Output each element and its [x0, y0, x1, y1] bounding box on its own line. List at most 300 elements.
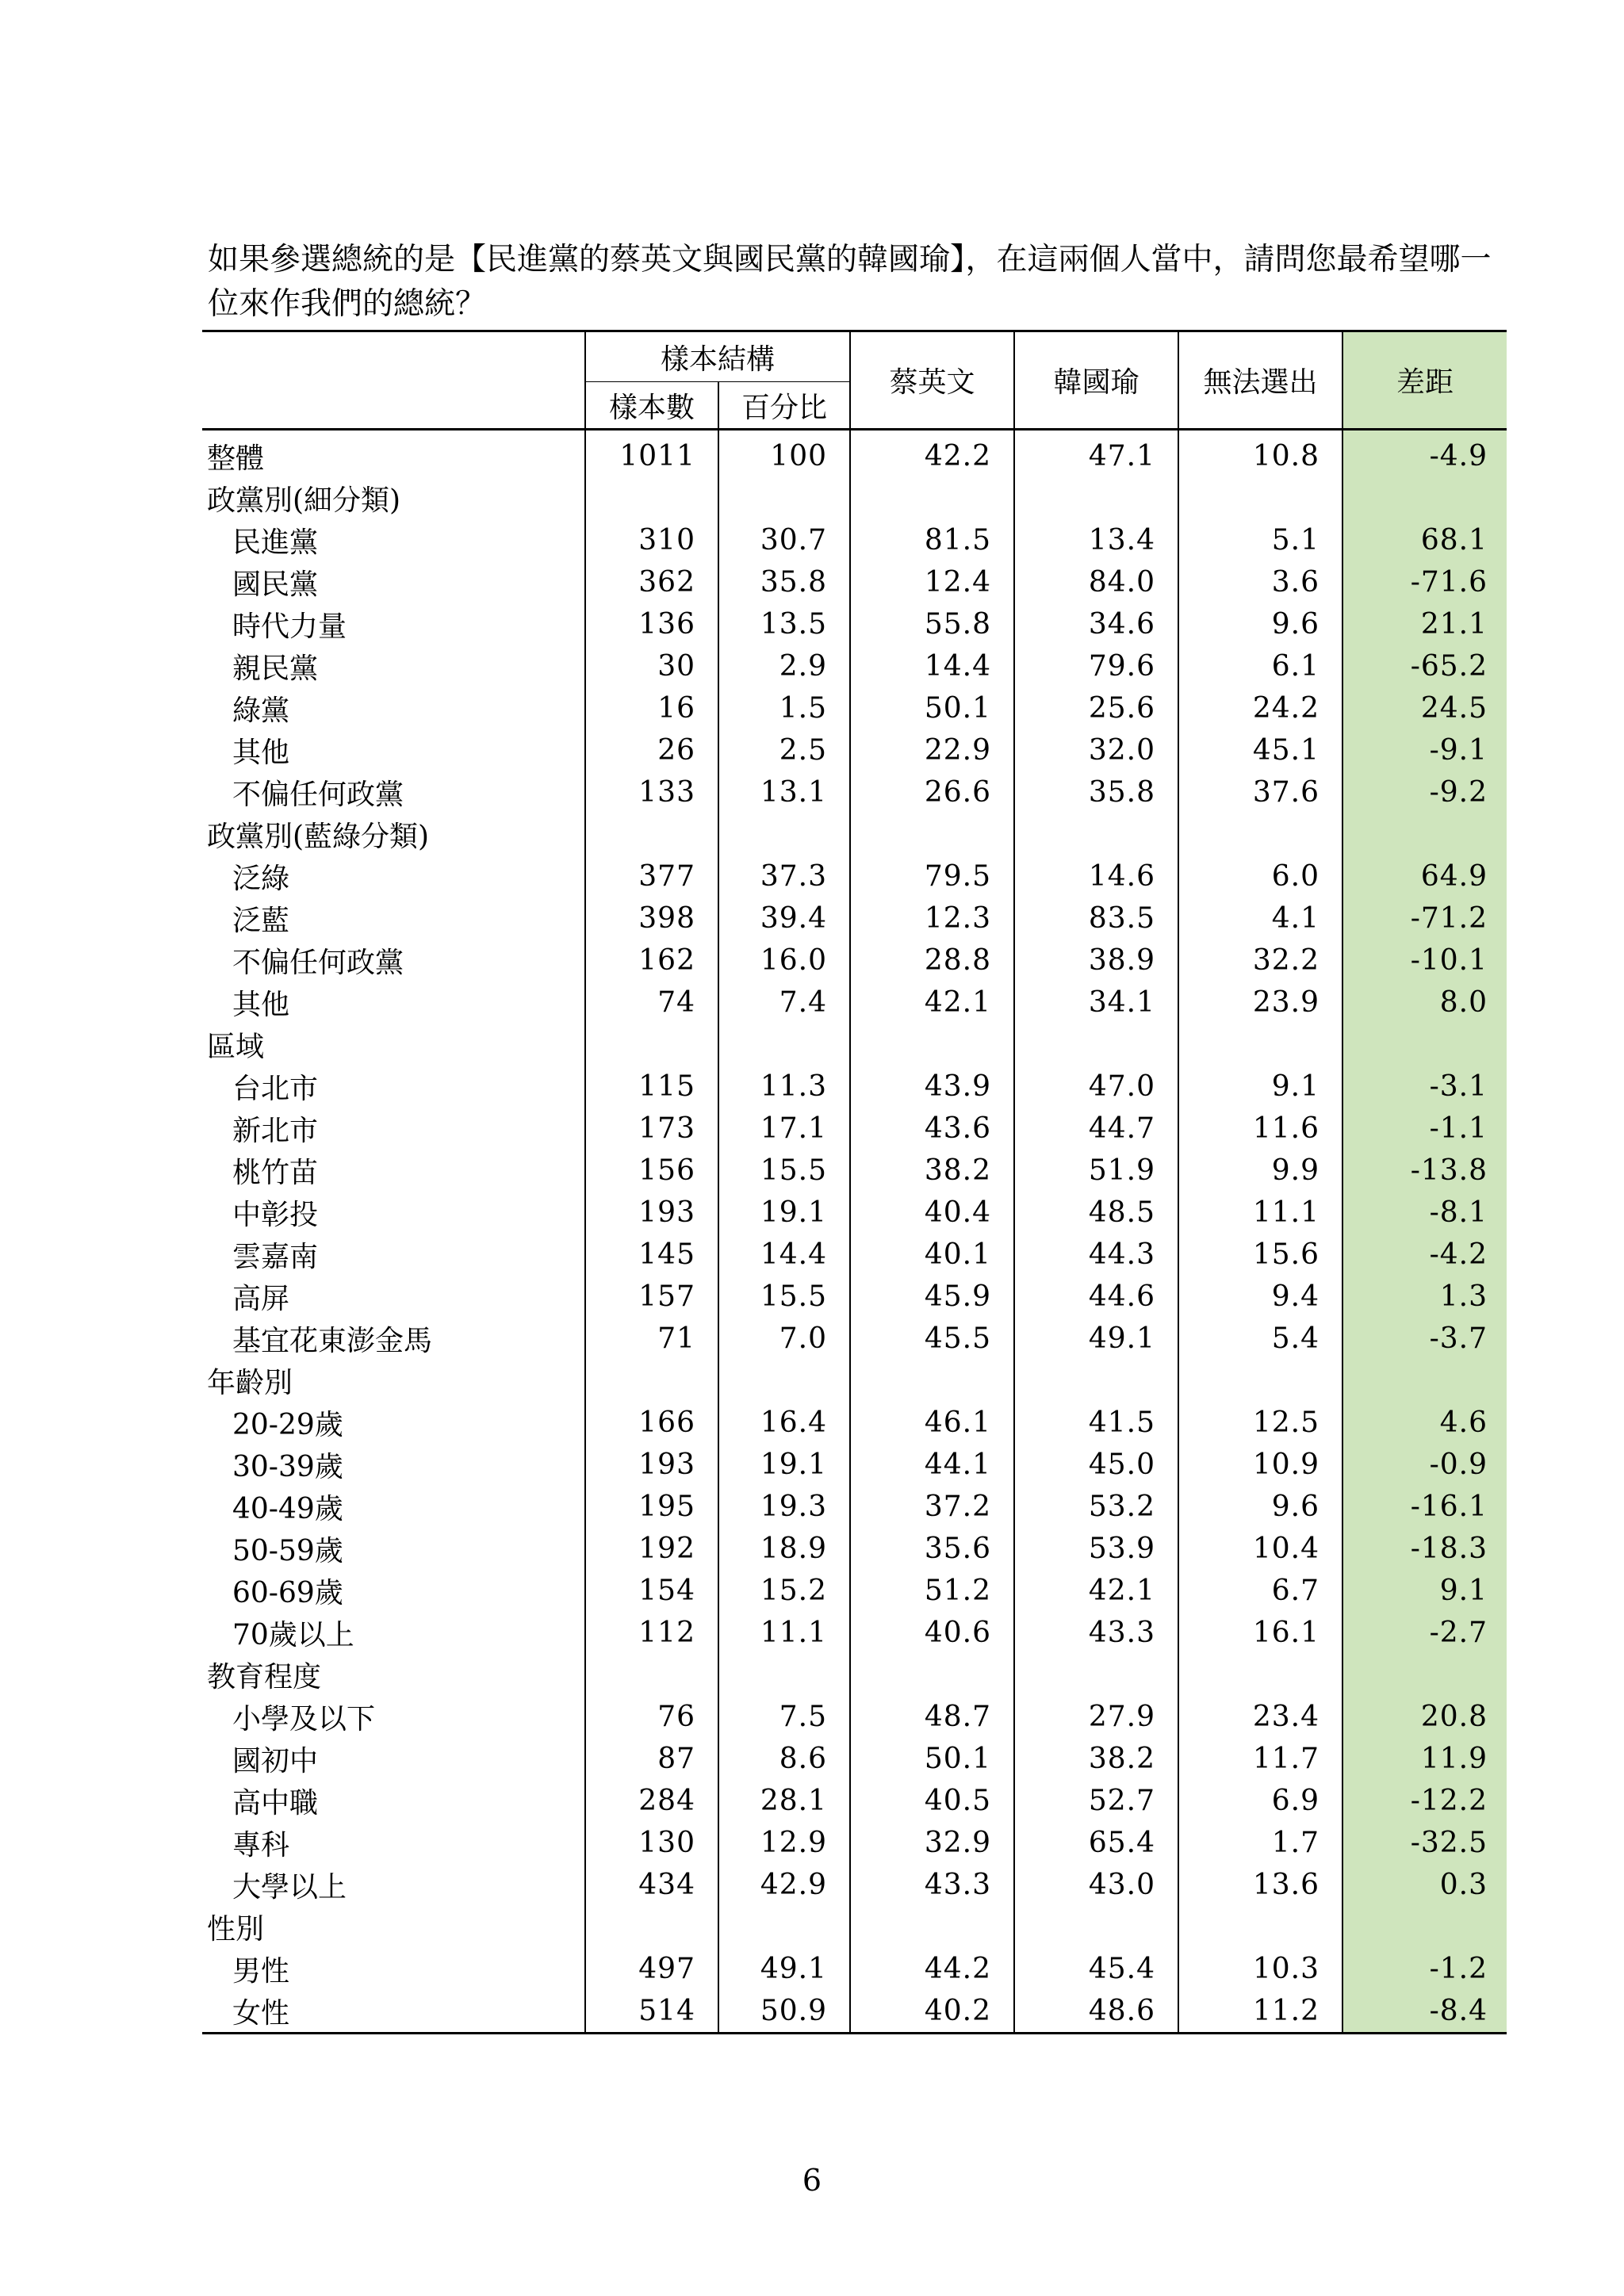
cell-gap: -1.1	[1342, 1108, 1507, 1150]
cell-tsai: 50.1	[850, 1738, 1014, 1780]
row-label: 不偏任何政黨	[202, 771, 585, 813]
cell-sample-n: 30	[585, 645, 718, 687]
row-label: 40-49歲	[202, 1486, 585, 1528]
cell-sample-pct: 19.1	[718, 1444, 850, 1486]
cell-undecided: 16.1	[1178, 1612, 1342, 1654]
cell-undecided	[1178, 813, 1342, 855]
cell-tsai: 40.1	[850, 1234, 1014, 1276]
row-label: 專科	[202, 1822, 585, 1864]
cell-gap: -71.6	[1342, 561, 1507, 603]
cell-han: 38.9	[1014, 939, 1178, 982]
cell-sample-n: 173	[585, 1108, 718, 1150]
cell-han: 52.7	[1014, 1780, 1178, 1822]
cell-sample-pct: 8.6	[718, 1738, 850, 1780]
cell-sample-pct: 7.4	[718, 982, 850, 1024]
row-label: 60-69歲	[202, 1570, 585, 1612]
table-row	[202, 897, 1507, 939]
header-han: 韓國瑜	[1014, 331, 1178, 430]
cell-undecided: 11.7	[1178, 1738, 1342, 1780]
cell-han: 84.0	[1014, 561, 1178, 603]
row-label: 50-59歲	[202, 1528, 585, 1570]
cell-gap: 1.3	[1342, 1276, 1507, 1318]
cell-han: 43.3	[1014, 1612, 1178, 1654]
cell-han: 47.1	[1014, 430, 1178, 478]
row-label: 小學及以下	[202, 1696, 585, 1738]
cell-tsai: 40.5	[850, 1780, 1014, 1822]
cell-sample-n: 1011	[585, 430, 718, 478]
cell-undecided: 11.2	[1178, 1990, 1342, 2034]
group-label: 政黨別(細分類)	[202, 477, 585, 519]
cell-han	[1014, 477, 1178, 519]
cell-han: 42.1	[1014, 1570, 1178, 1612]
cell-sample-pct: 16.4	[718, 1402, 850, 1444]
cell-undecided: 45.1	[1178, 729, 1342, 771]
cell-gap: -32.5	[1342, 1822, 1507, 1864]
cell-han	[1014, 1906, 1178, 1948]
cell-sample-pct: 19.3	[718, 1486, 850, 1528]
cell-sample-pct: 30.7	[718, 519, 850, 561]
cell-sample-pct: 13.5	[718, 603, 850, 645]
cell-sample-n	[585, 813, 718, 855]
row-label: 不偏任何政黨	[202, 939, 585, 982]
cell-sample-n	[585, 1654, 718, 1696]
table-row	[202, 1234, 1507, 1276]
cell-undecided: 23.9	[1178, 982, 1342, 1024]
cell-undecided: 9.6	[1178, 603, 1342, 645]
cell-gap: 68.1	[1342, 519, 1507, 561]
group-label: 區域	[202, 1024, 585, 1066]
cell-undecided: 37.6	[1178, 771, 1342, 813]
table-row	[202, 603, 1507, 645]
cell-sample-pct: 7.5	[718, 1696, 850, 1738]
cell-tsai: 43.3	[850, 1864, 1014, 1906]
cell-sample-n: 157	[585, 1276, 718, 1318]
cell-han: 38.2	[1014, 1738, 1178, 1780]
cell-undecided: 10.9	[1178, 1444, 1342, 1486]
cell-han: 25.6	[1014, 687, 1178, 729]
cell-tsai: 79.5	[850, 855, 1014, 897]
cell-undecided: 5.1	[1178, 519, 1342, 561]
cell-han: 45.0	[1014, 1444, 1178, 1486]
cell-tsai: 12.3	[850, 897, 1014, 939]
header-tsai: 蔡英文	[850, 331, 1014, 430]
cell-tsai: 50.1	[850, 687, 1014, 729]
table-row	[202, 1696, 1507, 1738]
cell-sample-n	[585, 1906, 718, 1948]
cell-han: 45.4	[1014, 1948, 1178, 1990]
cell-sample-pct: 15.5	[718, 1276, 850, 1318]
row-label: 其他	[202, 982, 585, 1024]
cell-han: 48.6	[1014, 1990, 1178, 2034]
cell-han: 83.5	[1014, 897, 1178, 939]
cell-sample-pct: 1.5	[718, 687, 850, 729]
cell-han	[1014, 1360, 1178, 1402]
cell-tsai: 42.2	[850, 430, 1014, 478]
cell-undecided: 6.9	[1178, 1780, 1342, 1822]
row-label: 雲嘉南	[202, 1234, 585, 1276]
cell-tsai: 28.8	[850, 939, 1014, 982]
cell-undecided: 9.9	[1178, 1150, 1342, 1192]
row-label: 國初中	[202, 1738, 585, 1780]
cell-sample-n: 162	[585, 939, 718, 982]
cell-sample-n: 310	[585, 519, 718, 561]
cell-tsai: 22.9	[850, 729, 1014, 771]
cell-sample-n: 71	[585, 1318, 718, 1360]
cell-tsai: 44.1	[850, 1444, 1014, 1486]
row-label: 民進黨	[202, 519, 585, 561]
cell-sample-pct: 12.9	[718, 1822, 850, 1864]
cell-undecided: 11.6	[1178, 1108, 1342, 1150]
table-row	[202, 1444, 1507, 1486]
cell-sample-pct: 15.2	[718, 1570, 850, 1612]
table-row	[202, 1612, 1507, 1654]
cell-gap: 64.9	[1342, 855, 1507, 897]
cell-undecided: 13.6	[1178, 1864, 1342, 1906]
cell-tsai: 40.2	[850, 1990, 1014, 2034]
cell-han: 49.1	[1014, 1318, 1178, 1360]
header-undecided: 無法選出	[1178, 331, 1342, 430]
table-row	[202, 645, 1507, 687]
cell-gap: 4.6	[1342, 1402, 1507, 1444]
cell-sample-pct: 2.9	[718, 645, 850, 687]
cell-tsai: 40.4	[850, 1192, 1014, 1234]
cell-gap: -10.1	[1342, 939, 1507, 982]
cell-han: 51.9	[1014, 1150, 1178, 1192]
cell-undecided: 9.6	[1178, 1486, 1342, 1528]
row-label: 20-29歲	[202, 1402, 585, 1444]
cell-gap	[1342, 1906, 1507, 1948]
cell-han: 27.9	[1014, 1696, 1178, 1738]
row-label: 基宜花東澎金馬	[202, 1318, 585, 1360]
cell-gap: 11.9	[1342, 1738, 1507, 1780]
group-label: 性別	[202, 1906, 585, 1948]
cell-sample-n: 284	[585, 1780, 718, 1822]
header-sample-structure: 樣本結構	[585, 331, 850, 382]
cell-tsai: 35.6	[850, 1528, 1014, 1570]
table-row	[202, 939, 1507, 982]
cell-gap: -3.7	[1342, 1318, 1507, 1360]
row-label: 女性	[202, 1990, 585, 2034]
cell-undecided: 10.4	[1178, 1528, 1342, 1570]
cell-sample-n	[585, 477, 718, 519]
cell-sample-pct	[718, 1654, 850, 1696]
row-label: 大學以上	[202, 1864, 585, 1906]
cell-sample-n: 74	[585, 982, 718, 1024]
cell-sample-pct: 49.1	[718, 1948, 850, 1990]
cell-tsai: 32.9	[850, 1822, 1014, 1864]
row-label: 台北市	[202, 1066, 585, 1108]
cell-tsai: 55.8	[850, 603, 1014, 645]
cell-sample-n: 193	[585, 1444, 718, 1486]
row-label: 30-39歲	[202, 1444, 585, 1486]
table-row	[202, 1402, 1507, 1444]
cell-sample-n: 434	[585, 1864, 718, 1906]
cell-han: 35.8	[1014, 771, 1178, 813]
cell-gap: -13.8	[1342, 1150, 1507, 1192]
cell-tsai	[850, 1024, 1014, 1066]
cell-tsai: 45.5	[850, 1318, 1014, 1360]
cell-sample-n: 76	[585, 1696, 718, 1738]
cell-tsai: 81.5	[850, 519, 1014, 561]
cell-tsai: 37.2	[850, 1486, 1014, 1528]
cell-sample-pct	[718, 1024, 850, 1066]
table-row	[202, 1192, 1507, 1234]
cell-han: 34.1	[1014, 982, 1178, 1024]
cell-tsai	[850, 813, 1014, 855]
cell-undecided: 3.6	[1178, 561, 1342, 603]
cell-sample-pct: 42.9	[718, 1864, 850, 1906]
cell-undecided	[1178, 1024, 1342, 1066]
group-label: 年齡別	[202, 1360, 585, 1402]
cell-sample-pct: 17.1	[718, 1108, 850, 1150]
table-row	[202, 1822, 1507, 1864]
table-group-row	[202, 1360, 1507, 1402]
cell-undecided: 1.7	[1178, 1822, 1342, 1864]
table-row	[202, 855, 1507, 897]
cell-tsai	[850, 1906, 1014, 1948]
table-group-row	[202, 1024, 1507, 1066]
cell-sample-pct: 11.3	[718, 1066, 850, 1108]
cell-tsai: 45.9	[850, 1276, 1014, 1318]
cell-han: 53.2	[1014, 1486, 1178, 1528]
cell-gap: -4.9	[1342, 430, 1507, 478]
cell-sample-n: 136	[585, 603, 718, 645]
cell-sample-n: 115	[585, 1066, 718, 1108]
table-group-row	[202, 1654, 1507, 1696]
cell-gap: -18.3	[1342, 1528, 1507, 1570]
cell-sample-pct: 16.0	[718, 939, 850, 982]
cell-sample-n: 192	[585, 1528, 718, 1570]
row-label: 其他	[202, 729, 585, 771]
cell-sample-pct: 11.1	[718, 1612, 850, 1654]
cell-tsai: 43.6	[850, 1108, 1014, 1150]
table-row	[202, 1150, 1507, 1192]
cell-sample-n: 195	[585, 1486, 718, 1528]
cell-gap: -9.2	[1342, 771, 1507, 813]
cell-gap: 24.5	[1342, 687, 1507, 729]
cell-sample-n: 133	[585, 771, 718, 813]
cell-sample-pct: 14.4	[718, 1234, 850, 1276]
cell-gap: -71.2	[1342, 897, 1507, 939]
row-label: 親民黨	[202, 645, 585, 687]
cell-tsai	[850, 1360, 1014, 1402]
table-row	[202, 982, 1507, 1024]
cell-sample-pct: 39.4	[718, 897, 850, 939]
cell-han: 41.5	[1014, 1402, 1178, 1444]
cell-undecided: 23.4	[1178, 1696, 1342, 1738]
cell-undecided: 4.1	[1178, 897, 1342, 939]
cell-tsai: 43.9	[850, 1066, 1014, 1108]
cell-han	[1014, 813, 1178, 855]
cell-sample-n: 16	[585, 687, 718, 729]
cell-undecided: 9.1	[1178, 1066, 1342, 1108]
cell-han: 44.7	[1014, 1108, 1178, 1150]
cell-gap: -3.1	[1342, 1066, 1507, 1108]
cell-tsai	[850, 477, 1014, 519]
cell-han: 53.9	[1014, 1528, 1178, 1570]
cell-sample-pct	[718, 813, 850, 855]
header-label-blank	[202, 331, 585, 430]
cell-han: 43.0	[1014, 1864, 1178, 1906]
cell-tsai: 46.1	[850, 1402, 1014, 1444]
cell-sample-pct: 15.5	[718, 1150, 850, 1192]
cell-undecided: 15.6	[1178, 1234, 1342, 1276]
row-label: 綠黨	[202, 687, 585, 729]
cell-tsai: 12.4	[850, 561, 1014, 603]
cell-sample-n: 166	[585, 1402, 718, 1444]
cell-gap: -1.2	[1342, 1948, 1507, 1990]
cell-tsai: 26.6	[850, 771, 1014, 813]
table-row	[202, 1738, 1507, 1780]
cell-gap: -0.9	[1342, 1444, 1507, 1486]
header-sample-n: 樣本數	[585, 382, 718, 430]
table-row	[202, 1528, 1507, 1570]
table-row	[202, 1570, 1507, 1612]
cell-sample-n: 497	[585, 1948, 718, 1990]
cell-han: 79.6	[1014, 645, 1178, 687]
cell-sample-pct: 18.9	[718, 1528, 850, 1570]
table-row	[202, 1990, 1507, 2034]
cell-sample-n: 87	[585, 1738, 718, 1780]
table-row	[202, 430, 1507, 478]
table-row	[202, 519, 1507, 561]
cell-undecided: 32.2	[1178, 939, 1342, 982]
cell-undecided: 5.4	[1178, 1318, 1342, 1360]
cell-gap	[1342, 813, 1507, 855]
row-label: 中彰投	[202, 1192, 585, 1234]
cell-gap: -65.2	[1342, 645, 1507, 687]
cell-gap	[1342, 1654, 1507, 1696]
cell-gap: -16.1	[1342, 1486, 1507, 1528]
cell-han: 48.5	[1014, 1192, 1178, 1234]
table-group-row	[202, 1906, 1507, 1948]
cell-sample-n: 193	[585, 1192, 718, 1234]
table-body	[202, 430, 1507, 2034]
cell-undecided: 24.2	[1178, 687, 1342, 729]
table-row	[202, 1864, 1507, 1906]
cell-undecided: 6.0	[1178, 855, 1342, 897]
cell-gap: 8.0	[1342, 982, 1507, 1024]
cell-han: 44.6	[1014, 1276, 1178, 1318]
cell-tsai: 14.4	[850, 645, 1014, 687]
page-number: 6	[802, 2163, 822, 2198]
cell-undecided: 10.8	[1178, 430, 1342, 478]
cell-sample-n: 26	[585, 729, 718, 771]
row-label: 新北市	[202, 1108, 585, 1150]
cell-sample-pct: 50.9	[718, 1990, 850, 2034]
cell-gap	[1342, 1360, 1507, 1402]
cell-tsai: 51.2	[850, 1570, 1014, 1612]
cell-han: 32.0	[1014, 729, 1178, 771]
row-label: 70歲以上	[202, 1612, 585, 1654]
cell-sample-n: 156	[585, 1150, 718, 1192]
table-header	[202, 331, 1507, 430]
table-row	[202, 1486, 1507, 1528]
cell-sample-n: 154	[585, 1570, 718, 1612]
row-label: 桃竹苗	[202, 1150, 585, 1192]
cell-han: 13.4	[1014, 519, 1178, 561]
cell-sample-n: 145	[585, 1234, 718, 1276]
cell-gap: -2.7	[1342, 1612, 1507, 1654]
cell-sample-pct	[718, 1360, 850, 1402]
cell-tsai: 38.2	[850, 1150, 1014, 1192]
cell-undecided: 6.7	[1178, 1570, 1342, 1612]
cell-sample-n: 377	[585, 855, 718, 897]
cell-tsai: 42.1	[850, 982, 1014, 1024]
cell-sample-pct	[718, 477, 850, 519]
cell-gap	[1342, 1024, 1507, 1066]
cell-undecided: 10.3	[1178, 1948, 1342, 1990]
table-row	[202, 1318, 1507, 1360]
question-text: 如果參選總統的是【民進黨的蔡英文與國民黨的韓國瑜】，在這兩個人當中，請問您最希望哪一位來作我們的總統？	[208, 242, 1492, 322]
cell-sample-pct: 37.3	[718, 855, 850, 897]
cell-sample-pct: 13.1	[718, 771, 850, 813]
cell-undecided	[1178, 1360, 1342, 1402]
row-label: 泛藍	[202, 897, 585, 939]
cell-undecided	[1178, 477, 1342, 519]
cell-tsai: 44.2	[850, 1948, 1014, 1990]
cell-gap: 0.3	[1342, 1864, 1507, 1906]
group-label: 教育程度	[202, 1654, 585, 1696]
cell-undecided: 6.1	[1178, 645, 1342, 687]
cell-tsai: 40.6	[850, 1612, 1014, 1654]
cell-gap: 21.1	[1342, 603, 1507, 645]
survey-results-table	[202, 330, 1507, 2034]
table-row	[202, 1780, 1507, 1822]
cell-tsai	[850, 1654, 1014, 1696]
group-label: 政黨別(藍綠分類)	[202, 813, 585, 855]
cell-sample-pct: 35.8	[718, 561, 850, 603]
table-row	[202, 561, 1507, 603]
table-group-row	[202, 813, 1507, 855]
cell-sample-n: 398	[585, 897, 718, 939]
cell-sample-n: 362	[585, 561, 718, 603]
cell-sample-n	[585, 1024, 718, 1066]
cell-gap: 9.1	[1342, 1570, 1507, 1612]
row-label: 高中職	[202, 1780, 585, 1822]
row-label: 高屏	[202, 1276, 585, 1318]
cell-sample-n	[585, 1360, 718, 1402]
cell-han	[1014, 1024, 1178, 1066]
table-row	[202, 771, 1507, 813]
cell-undecided: 12.5	[1178, 1402, 1342, 1444]
table-row	[202, 687, 1507, 729]
cell-gap: -8.1	[1342, 1192, 1507, 1234]
cell-sample-pct: 100	[718, 430, 850, 478]
row-label: 整體	[202, 430, 585, 478]
row-label: 國民黨	[202, 561, 585, 603]
row-label: 泛綠	[202, 855, 585, 897]
cell-gap: -9.1	[1342, 729, 1507, 771]
cell-han: 34.6	[1014, 603, 1178, 645]
header-sample-pct: 百分比	[718, 382, 850, 430]
cell-undecided	[1178, 1906, 1342, 1948]
cell-gap: -8.4	[1342, 1990, 1507, 2034]
cell-sample-n: 514	[585, 1990, 718, 2034]
cell-sample-pct: 28.1	[718, 1780, 850, 1822]
table-row	[202, 1276, 1507, 1318]
cell-sample-n: 130	[585, 1822, 718, 1864]
cell-gap: 20.8	[1342, 1696, 1507, 1738]
cell-han: 44.3	[1014, 1234, 1178, 1276]
cell-sample-pct: 7.0	[718, 1318, 850, 1360]
table-row	[202, 1108, 1507, 1150]
cell-gap	[1342, 477, 1507, 519]
row-label: 時代力量	[202, 603, 585, 645]
row-label: 男性	[202, 1948, 585, 1990]
table-group-row	[202, 477, 1507, 519]
table-row	[202, 729, 1507, 771]
